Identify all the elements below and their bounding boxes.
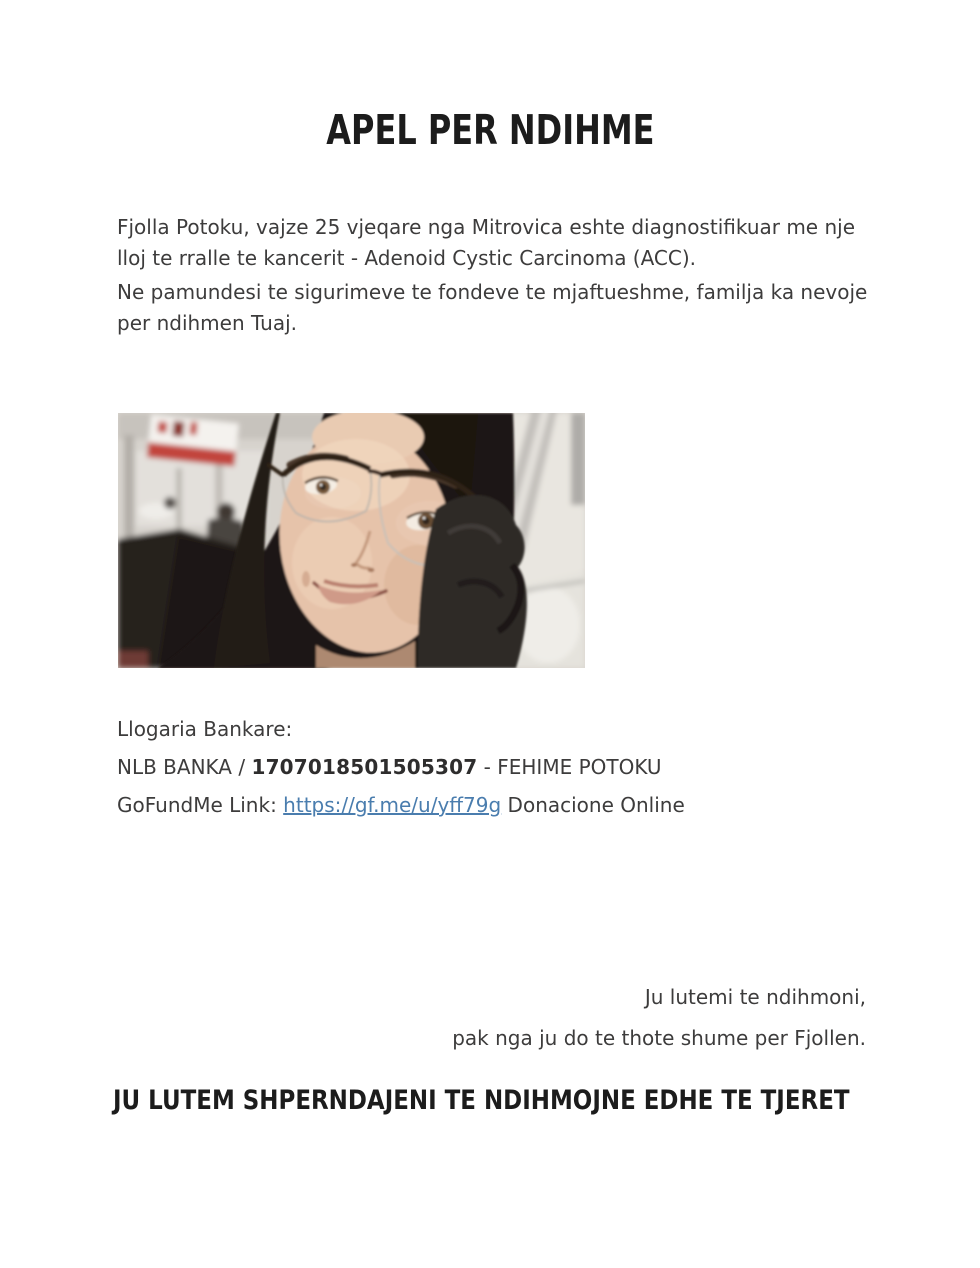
intro-paragraph-2	[117, 277, 867, 339]
account-number: 1707018501505307	[251, 755, 478, 779]
appeal-line-2: pak nga ju do te thote shume per Fjollen.	[452, 1026, 866, 1050]
patient-photo-illustration	[118, 413, 585, 668]
bank-account-label: Llogaria Bankare:	[117, 717, 293, 741]
page-title: APEL PER NDIHME	[325, 106, 655, 154]
gofundme-line	[117, 790, 685, 821]
patient-photo	[118, 413, 585, 668]
account-holder: - FEHIME POTOKU	[477, 755, 662, 779]
bank-name: NLB BANKA /	[117, 755, 252, 779]
bank-account-line	[117, 752, 662, 783]
page-title-row	[0, 106, 980, 154]
share-footer-message: JU LUTEM SHPERNDAJENI TE NDIHMOJNE EDHE TE TJERET	[113, 1085, 850, 1116]
share-footer-row	[113, 1085, 980, 1116]
appeal-text	[452, 977, 866, 1059]
appeal-line-1: Ju lutemi te ndihmoni,	[644, 985, 866, 1009]
gofundme-note: Donacione Online	[501, 793, 685, 817]
intro-paragraph-1	[117, 212, 855, 274]
paragraph-line: Fjolla Potoku, vajze 25 vjeqare nga Mitrovica eshte diagnostifikuar me nje	[117, 215, 856, 239]
paragraph-line: Ne pamundesi te sigurimeve te fondeve te mjaftueshme, familja ka nevoje	[117, 280, 868, 304]
paragraph-line: lloj te rralle te kancerit - Adenoid Cystic Carcinoma (ACC).	[117, 246, 697, 270]
gofundme-link[interactable]: https://gf.me/u/yff79g	[283, 793, 502, 817]
paragraph-line: per ndihmen Tuaj.	[117, 311, 298, 335]
gofundme-label: GoFundMe Link:	[117, 793, 284, 817]
